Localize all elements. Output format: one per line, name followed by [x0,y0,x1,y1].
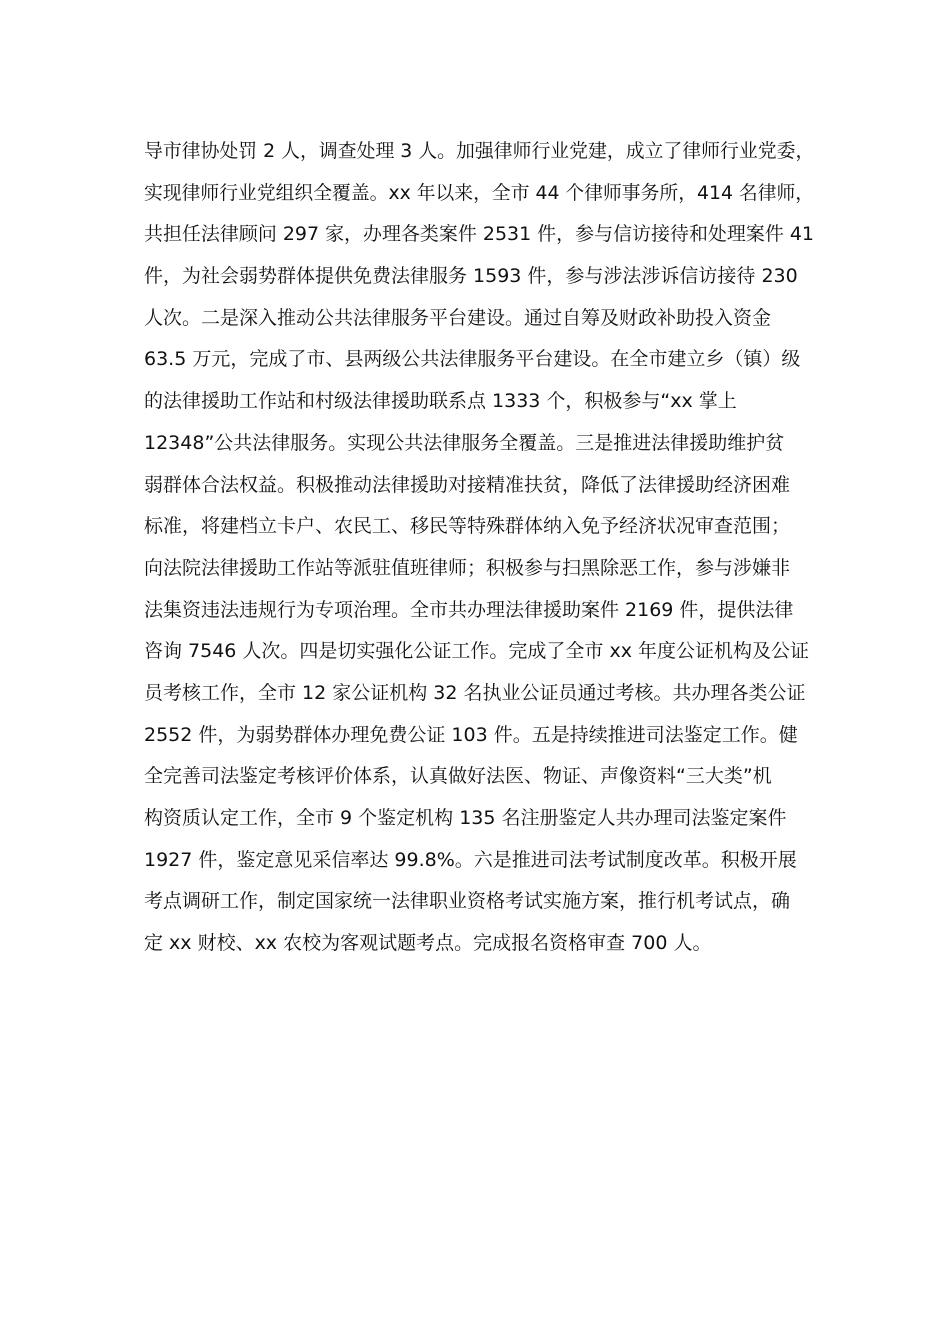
text-line: 构资质认定工作，全市 9 个鉴定机构 135 名注册鉴定人共办理司法鉴定案件 [144,807,787,829]
text-line: 弱群体合法权益。积极推动法律援助对接精准扶贫，降低了法律援助经济困难 [144,473,791,496]
body-paragraph [144,131,814,965]
text-line: 导市律协处罚 2 人，调查处理 3 人。加强律师行业党建，成立了律师行业党委， [144,140,815,162]
text-line: 全完善司法鉴定考核评价体系，认真做好法医、物证、声像资料“三大类”机 [144,765,772,788]
text-line: 的法律援助工作站和村级法律援助联系点 1333 个，积极参与“xx 掌上 [144,390,737,413]
text-line: 咨询 7546 人次。四是切实强化公证工作。完成了全市 xx 年度公证机构及公证 [144,640,810,663]
text-line: 定 xx 财校、xx 农校为客观试题考点。完成报名资格审查 700 人。 [144,932,712,955]
text-line: 员考核工作，全市 12 家公证机构 32 名执业公证员通过考核。共办理各类公证 [144,681,806,704]
text-line: 法集资违法违规行为专项治理。全市共办理法律援助案件 2169 件，提供法律 [144,598,794,621]
text-line: 1927 件，鉴定意见采信率达 99.8%。六是推进司法考试制度改革。积极开展 [144,848,797,871]
text-line: 共担任法律顾问 297 家，办理各类案件 2531 件，参与信访接待和处理案件 41 [144,223,814,246]
text-line: 人次。二是深入推动公共法律服务平台建设。通过自筹及财政补助投入资金 [144,306,772,329]
text-line: 件，为社会弱势群体提供免费法律服务 1593 件，参与涉法涉诉信访接待 230 [144,265,798,288]
text-line: 实现律师行业党组织全覆盖。xx 年以来，全市 44 个律师事务所，414 名律师， [144,181,815,204]
text-line: 考点调研工作，制定国家统一法律职业资格考试实施方案，推行机考试点，确 [144,890,791,913]
text-line: 2552 件，为弱势群体办理免费公证 103 件。五是持续推进司法鉴定工作。健 [144,723,798,746]
text-line: 向法院法律援助工作站等派驻值班律师；积极参与扫黑除恶工作，参与涉嫌非 [144,556,791,579]
text-line: 12348”公共法律服务。实现公共法律服务全覆盖。三是推进法律援助维护贫 [144,431,785,454]
text-line: 63.5 万元，完成了市、县两级公共法律服务平台建设。在全市建立乡（镇）级 [144,348,801,371]
text-line: 标准，将建档立卡户、农民工、移民等特殊群体纳入免予经济状况审查范围； [144,515,791,538]
